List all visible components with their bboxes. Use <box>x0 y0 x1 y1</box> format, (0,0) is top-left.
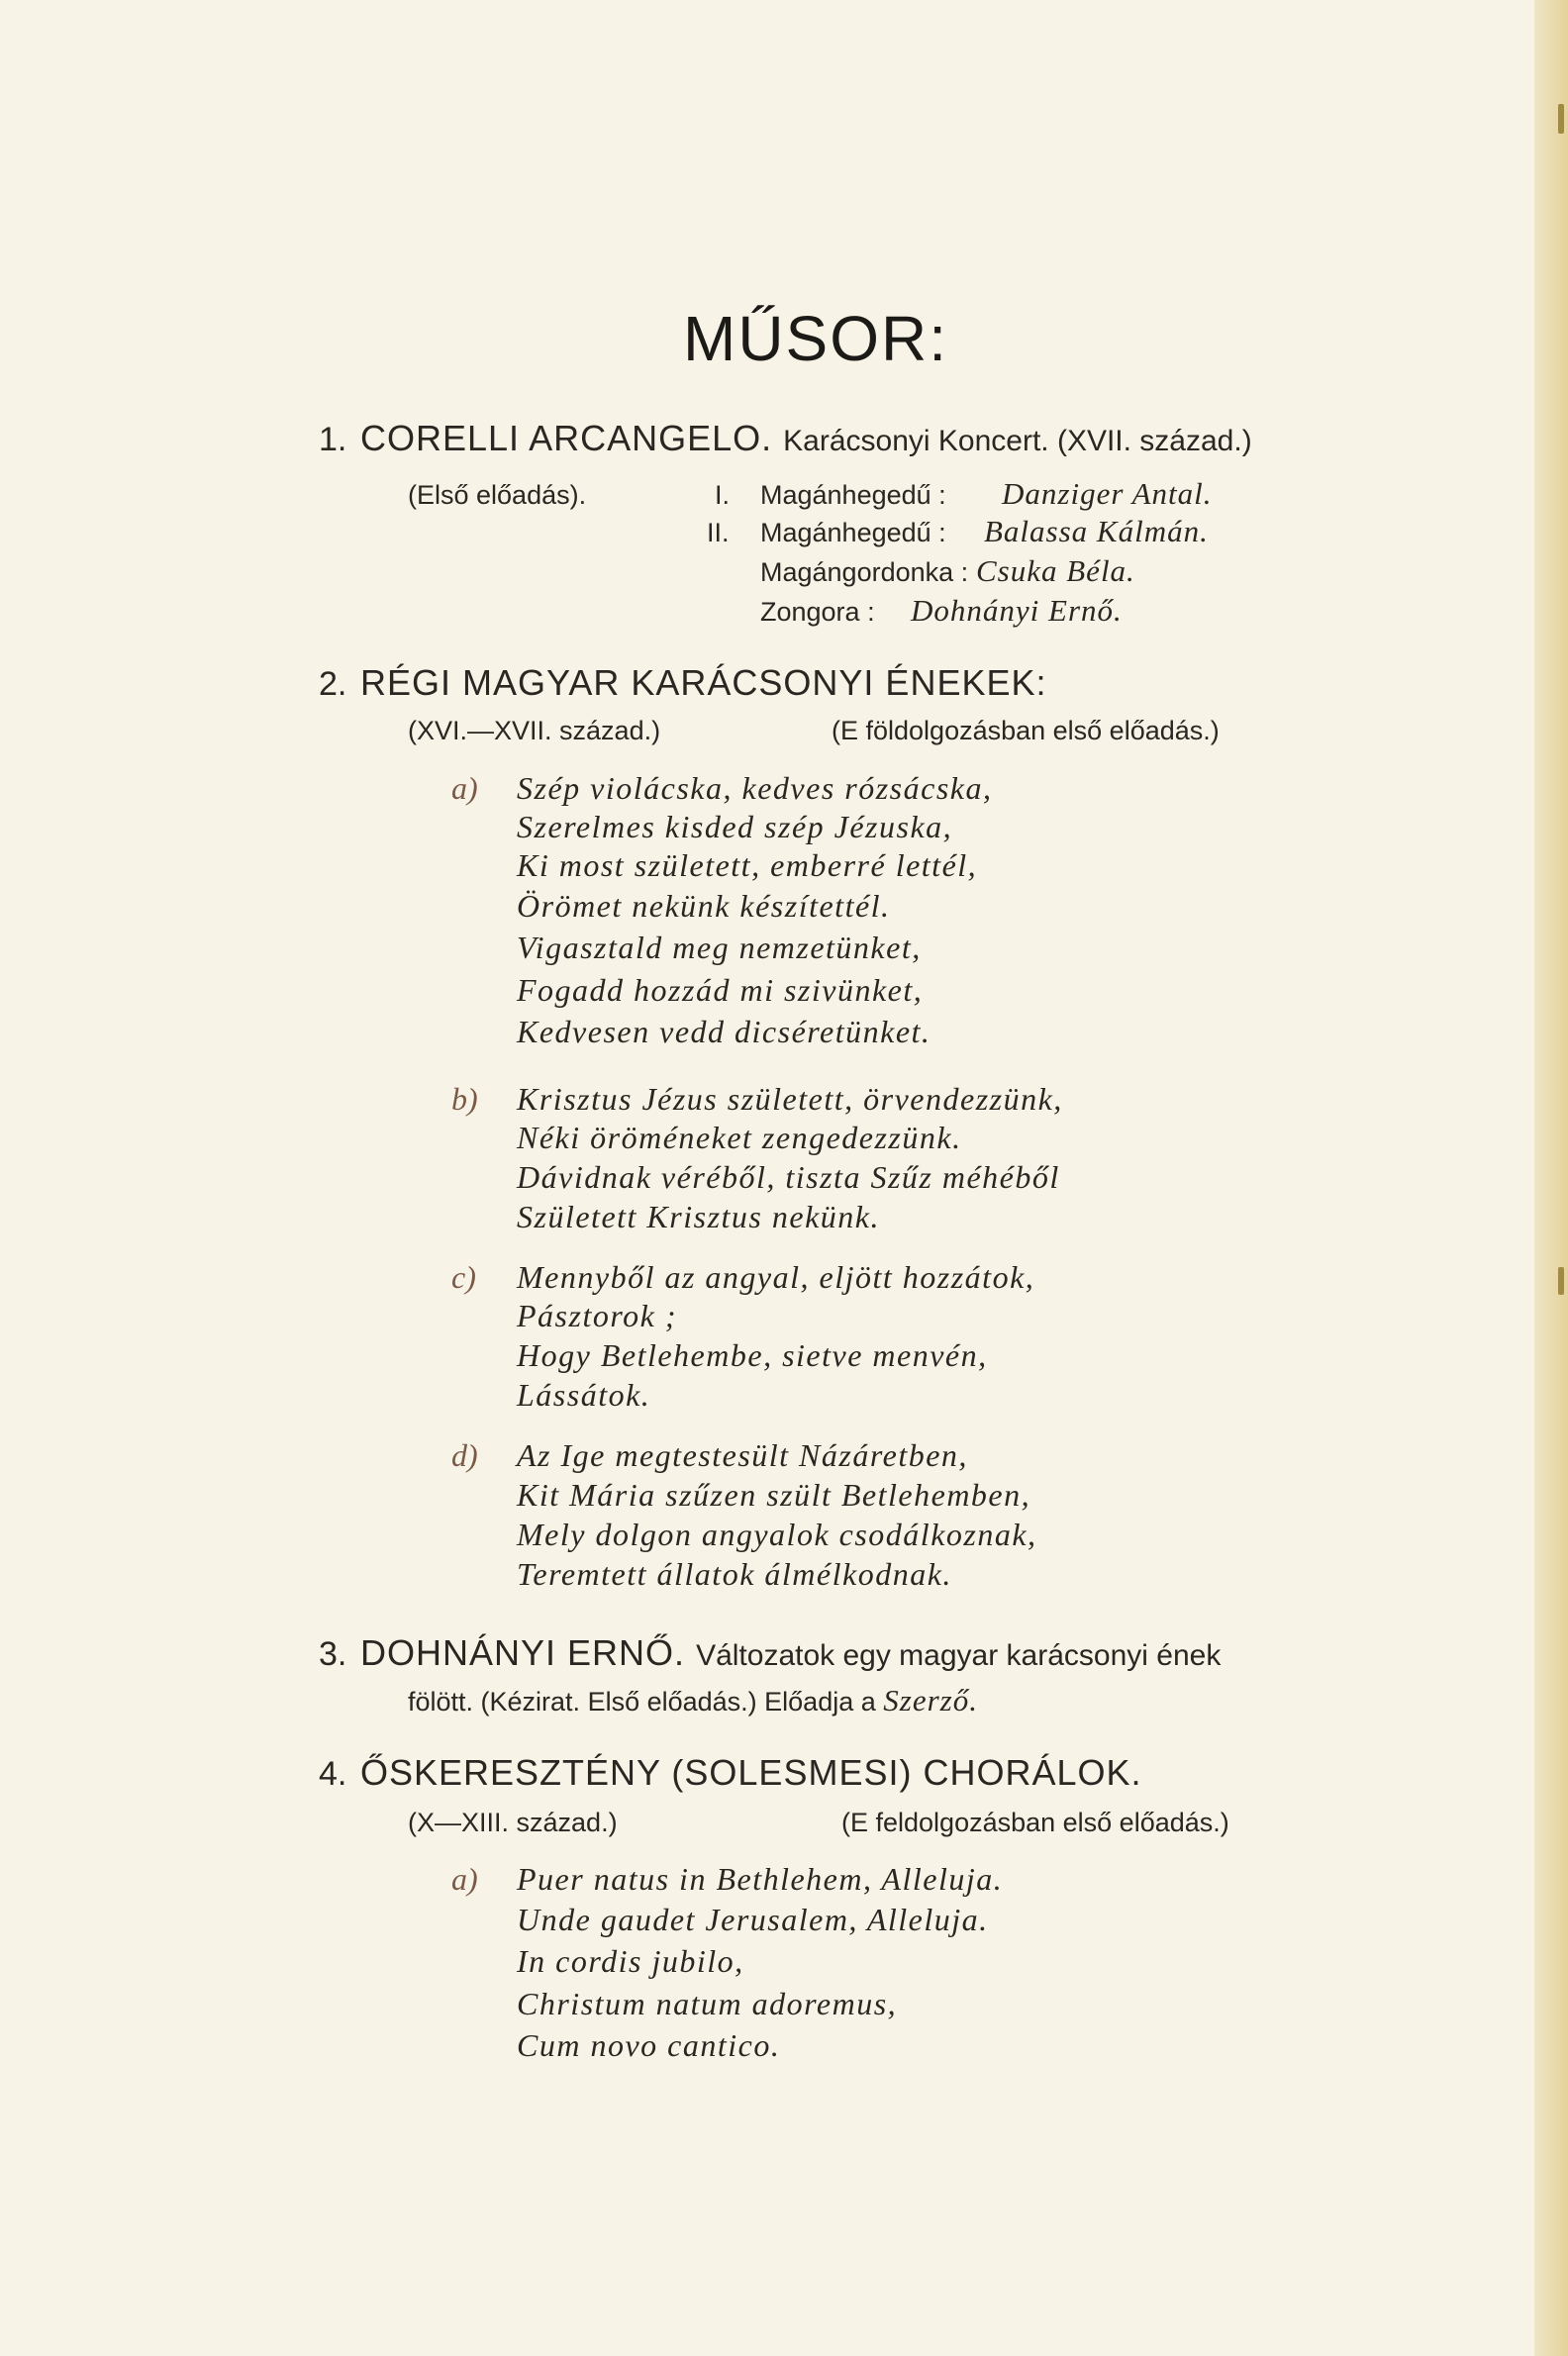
page-edge <box>1534 0 1568 2356</box>
item-3-note: fölött. (Kézirat. Első előadás.) Előadja a <box>408 1687 876 1717</box>
song-a-letter: a) <box>451 770 478 806</box>
performer-4-name: Dohnányi Ernő. <box>911 593 1123 628</box>
verse-line: Pásztorok ; <box>517 1298 677 1333</box>
verse-line: Kit Mária szűzen szült Betlehemben, <box>517 1477 1031 1513</box>
item-2-heading: RÉGI MAGYAR KARÁCSONYI ÉNEKEK: <box>360 662 1047 703</box>
verse-line: Dávidnak véréből, tiszta Szűz méhéből <box>517 1159 1060 1195</box>
item-3-performer: Szerző. <box>883 1683 978 1718</box>
song-c-letter: c) <box>451 1259 476 1295</box>
item-3-heading <box>360 1632 1221 1674</box>
verse-line: Örömet nekünk készítettél. <box>517 888 891 924</box>
verse-line: Néki öröméneket zengedezzünk. <box>517 1120 962 1155</box>
verse-line: Krisztus Jézus született, örvendezzünk, <box>517 1081 1063 1117</box>
item-4-period: (X—XIII. század.) <box>408 1808 618 1837</box>
verse-line: Hogy Betlehembe, sietve menvén, <box>517 1337 988 1373</box>
performer-1-numeral: I. <box>715 480 731 510</box>
performer-2-numeral: II. <box>707 518 730 547</box>
song-b-letter: b) <box>451 1081 478 1117</box>
item-4-premiere-note: (E feldolgozásban első előadás.) <box>841 1808 1229 1837</box>
item-2-period: (XVI.—XVII. század.) <box>408 716 661 745</box>
verse-line: In cordis jubilo, <box>517 1943 744 1979</box>
performer-4-role: Zongora : <box>760 597 875 627</box>
item-1-heading <box>360 418 1252 459</box>
item-1-work: Karácsonyi Koncert. (XVII. század.) <box>783 425 1252 457</box>
verse-line: Szerelmes kisded szép Jézuska, <box>517 809 953 844</box>
verse-line: Teremtett állatok álmélkodnak. <box>517 1556 952 1592</box>
verse-line: Az Ige megtestesült Názáretben, <box>517 1437 968 1473</box>
item-4-number: 4. <box>319 1755 347 1793</box>
verse-line: Ki most született, emberré lettél, <box>517 847 978 883</box>
verse-line: Kedvesen vedd dicséretünket. <box>517 1014 931 1049</box>
item-1-number: 1. <box>319 421 347 458</box>
item-1-note: (Első előadás). <box>408 480 587 510</box>
verse-line: Született Krisztus nekünk. <box>517 1199 880 1234</box>
performer-2-role: Magánhegedű : <box>760 518 946 547</box>
verse-line: Mely dolgon angyalok csodálkoznak, <box>517 1517 1037 1552</box>
item-4-heading: ŐSKERESZTÉNY (SOLESMESI) CHORÁLOK. <box>360 1752 1142 1793</box>
verse-line: Vigasztald meg nemzetünket, <box>517 930 922 965</box>
edge-mark <box>1558 104 1564 134</box>
verse-line: Christum natum adoremus, <box>517 1986 898 2021</box>
verse-line: Unde gaudet Jerusalem, Alleluja. <box>517 1902 989 1937</box>
verse-line: Puer natus in Bethlehem, Alleluja. <box>517 1861 1004 1897</box>
performer-3-name: Csuka Béla. <box>976 553 1135 588</box>
verse-line: Lássátok. <box>517 1377 651 1413</box>
chorale-a-letter: a) <box>451 1861 478 1897</box>
performer-2-name: Balassa Kálmán. <box>984 514 1209 548</box>
item-1-composer: CORELLI ARCANGELO. <box>360 418 773 458</box>
item-3-number: 3. <box>319 1635 347 1673</box>
item-3-composer: DOHNÁNYI ERNŐ. <box>360 1632 686 1673</box>
performer-1-role: Magánhegedű : <box>760 480 946 510</box>
verse-line: Fogadd hozzád mi szivünket, <box>517 972 924 1008</box>
song-d-letter: d) <box>451 1437 478 1473</box>
item-2-number: 2. <box>319 665 347 703</box>
performer-1-name: Danziger Antal. <box>1002 476 1213 511</box>
page-title: MŰSOR: <box>683 303 948 374</box>
item-2-premiere-note: (E földolgozásban első előadás.) <box>832 716 1220 745</box>
verse-line: Cum novo cantico. <box>517 2027 781 2063</box>
verse-line: Szép violácska, kedves rózsácska, <box>517 770 993 806</box>
item-3-line2 <box>408 1683 978 1718</box>
performer-3-role: Magángordonka : <box>760 557 969 587</box>
verse-line: Mennyből az angyal, eljött hozzátok, <box>517 1259 1035 1295</box>
item-3-work: Változatok egy magyar karácsonyi ének <box>696 1639 1222 1672</box>
edge-mark <box>1558 1267 1564 1295</box>
